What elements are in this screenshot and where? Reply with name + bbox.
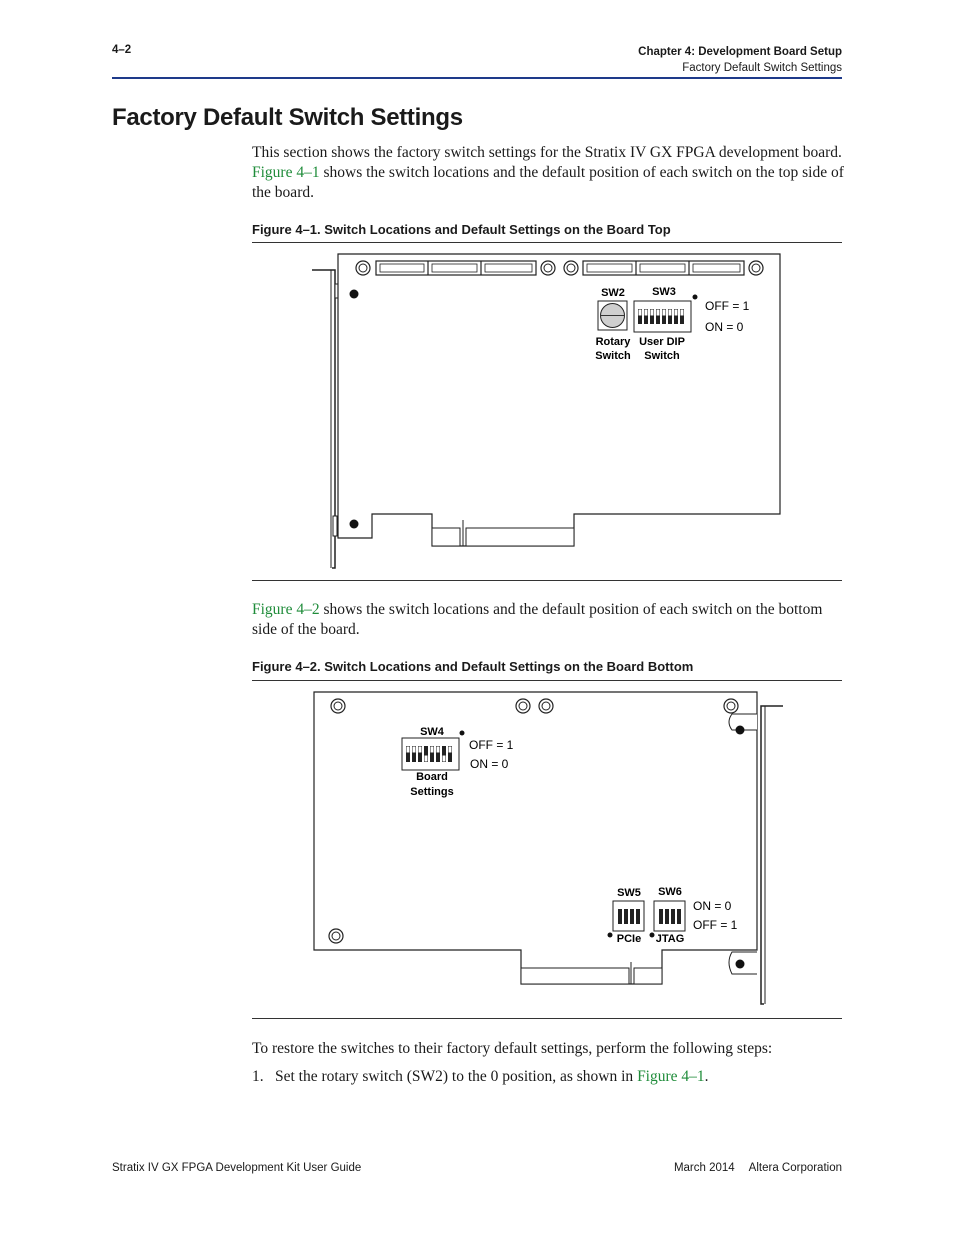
corner-marker-top — [350, 290, 359, 299]
pci-bracket — [312, 270, 335, 568]
page-title: Factory Default Switch Settings — [112, 104, 463, 131]
intro-text-1: This section shows the factory switch settings for the Stratix IV GX FPGA development board. — [252, 144, 842, 161]
board-outline — [314, 692, 757, 984]
step-1-text: Set the rotary switch (SW2) to the 0 position, as shown in — [275, 1068, 638, 1085]
bracket-screw-top — [736, 726, 745, 735]
restore-paragraph: To restore the switches to their factory default settings, perform the following steps: — [252, 1040, 773, 1057]
footer-date: March 2014 — [673, 1162, 735, 1174]
step-1 — [275, 1067, 845, 1087]
sw6-pin1-marker — [650, 933, 655, 938]
figure-4-2-link[interactable]: Figure 4–2 — [252, 601, 320, 618]
mid-text: shows the switch locations and the default position of each switch on the bottom side of the board. — [252, 601, 823, 638]
figure-2-bottom-rule — [252, 1018, 842, 1019]
figure-2-caption: Figure 4–2. Switch Locations and Default Settings on the Board Bottom — [252, 659, 694, 674]
dip-pin1-marker — [693, 295, 698, 300]
jtag-label: JTAG — [655, 933, 685, 945]
section-title: Factory Default Switch Settings — [682, 62, 842, 74]
header-rule — [112, 77, 842, 79]
figure-1-caption: Figure 4–1. Switch Locations and Default Settings on the Board Top — [252, 222, 671, 237]
intro-paragraph — [252, 143, 844, 203]
mid-paragraph — [252, 600, 844, 640]
rotary-label-2: Switch — [595, 350, 631, 362]
footer-guide-title: Stratix IV GX FPGA Development Kit User Guide — [112, 1162, 362, 1174]
rotary-label-1: Rotary — [595, 336, 631, 348]
sw4-pin1-marker — [460, 731, 465, 736]
sw5-pin1-marker — [608, 933, 613, 938]
figure-2-top-rule — [252, 680, 842, 681]
intro-text-2: shows the switch locations and the default position of each switch on the top side of the board. — [252, 164, 844, 201]
chapter-title: Chapter 4: Development Board Setup — [638, 46, 842, 58]
step-1-figure-link[interactable]: Figure 4–1 — [637, 1068, 705, 1085]
dip-label-1: User DIP — [639, 336, 685, 348]
footer-company: Altera Corporation — [748, 1162, 842, 1174]
board-outline — [338, 254, 780, 546]
sw4-label: SW4 — [420, 726, 444, 738]
on-legend: ON = 0 — [705, 320, 744, 334]
pcie-label: PCIe — [616, 933, 642, 945]
sw6-label: SW6 — [658, 886, 682, 898]
bracket-tab-lower — [333, 516, 337, 536]
sw5-label: SW5 — [617, 887, 641, 899]
step-1-number: 1. — [252, 1068, 264, 1085]
board-label-1: Board — [416, 771, 448, 783]
page-number: 4–2 — [112, 44, 132, 56]
board-label-2: Settings — [410, 786, 454, 798]
sw56-off-legend: OFF = 1 — [693, 918, 738, 932]
sw56-on-legend: ON = 0 — [693, 899, 732, 913]
off-legend: OFF = 1 — [705, 299, 750, 313]
step-1-end: . — [704, 1068, 709, 1085]
figure-4-1-link[interactable]: Figure 4–1 — [252, 164, 320, 181]
figure-1-bottom-rule — [252, 580, 842, 581]
dip-label-2: Switch — [644, 350, 680, 362]
footer-right — [674, 1162, 842, 1174]
pci-bracket — [761, 706, 783, 1004]
sw4-off-legend: OFF = 1 — [469, 738, 514, 752]
sw2-label: SW2 — [601, 287, 625, 299]
board-bottom-diagram — [300, 684, 800, 1014]
sw3-label: SW3 — [652, 286, 676, 298]
bracket-screw-bottom — [736, 960, 745, 969]
board-top-diagram — [300, 248, 800, 578]
corner-marker-bottom — [350, 520, 359, 529]
running-header — [638, 44, 842, 76]
sw4-on-legend: ON = 0 — [470, 757, 509, 771]
figure-1-top-rule — [252, 242, 842, 243]
